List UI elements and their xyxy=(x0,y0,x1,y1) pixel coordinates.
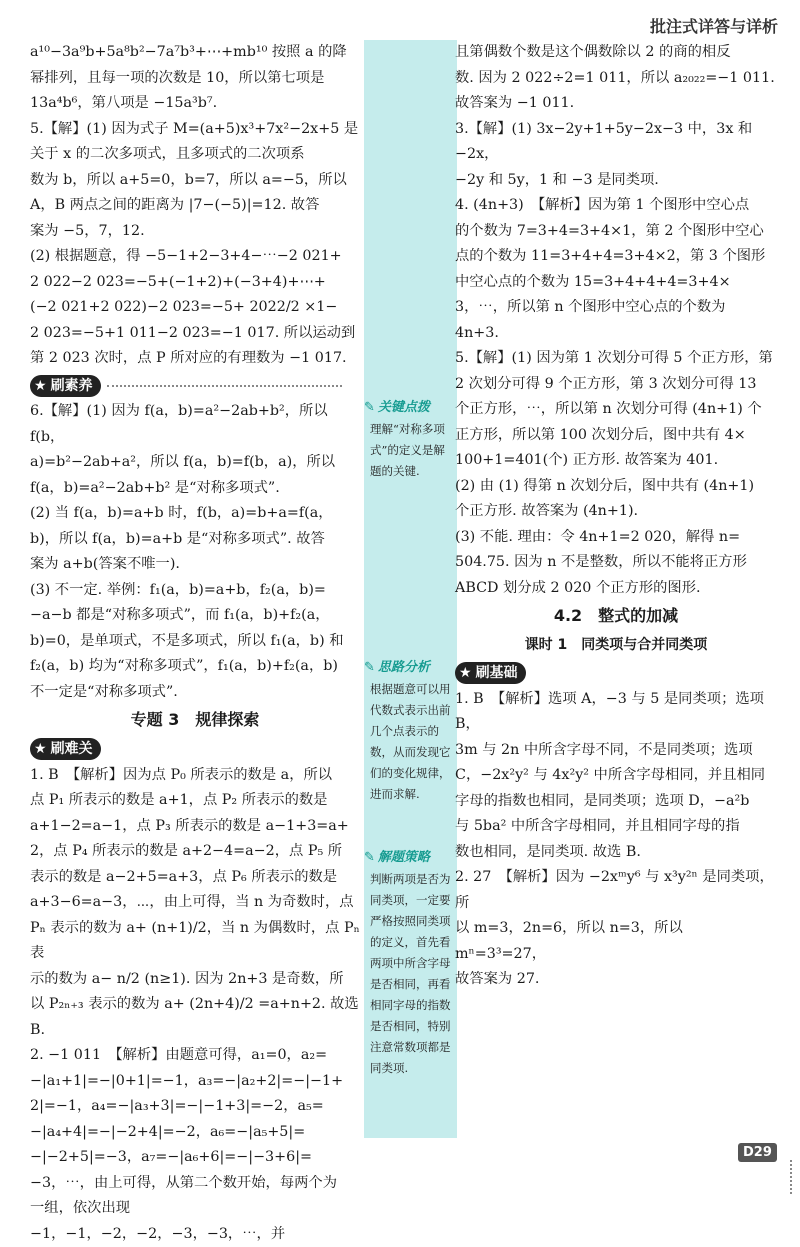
right-column xyxy=(455,40,777,993)
text-line: 13a⁴b⁶，第八项是 −15a³b⁷. xyxy=(30,95,218,111)
answer-2-left xyxy=(30,1043,360,1247)
text-line: (2) 由 (1) 得第 n 次划分后，图中共有 (4n+1) xyxy=(455,477,755,494)
text-line: 数为 b，所以 a+5=0，b=7，所以 a=−5，所以 xyxy=(30,171,347,188)
page-number: D29 xyxy=(738,1143,777,1162)
text-line: a+3−6=a−3，⋯，由上可得，当 n 为奇数时，点 xyxy=(30,894,354,910)
text-line: 案为 a+b(答案不唯一). xyxy=(30,556,180,572)
sidebar-box-analysis xyxy=(364,656,457,805)
answer-6 xyxy=(30,399,360,705)
text-line: 5.【解】(1) 因为式子 M=(a+5)x³+7x²−2x+5 是 xyxy=(30,120,359,137)
text-line: 案为 −5，7，12. xyxy=(30,222,145,239)
text-line: 故答案为 27. xyxy=(455,971,540,987)
badge-row xyxy=(30,372,360,400)
badge-row-2 xyxy=(30,735,360,763)
left-top-lines xyxy=(30,40,360,117)
analysis-text: 根据题意可以用代数式表示出前几个点表示的数，从而发现它们的变化规律，进而求解. xyxy=(370,682,451,801)
text-line: −|−2+5|=−3，a₇=−|a₆+6|=−|−3+6|= xyxy=(30,1149,313,1165)
left-column xyxy=(30,40,360,1247)
answer-5-right xyxy=(455,346,777,601)
badge-shuanan: ★ 刷难关 xyxy=(30,738,101,760)
answer-3-right xyxy=(455,117,777,194)
text-line: 4. (4n+3) 【解析】因为第 1 个图形中空心点 xyxy=(455,197,750,213)
text-line: 以 P₂ₙ₊₃ 表示的数为 a+ (2n+4)/2 =a+n+2. 故选 B. xyxy=(30,996,359,1038)
text-line: 的个数为 7=3+4=3+4×1，第 2 个图形中空心 xyxy=(455,222,764,239)
text-line: 2. −1 011 【解析】由题意可得，a₁=0，a₂= xyxy=(30,1047,328,1063)
answer-5 xyxy=(30,117,360,372)
text-line: b)，所以 f(a，b)=a+b 是“对称多项式”. 故答 xyxy=(30,530,325,547)
text-line: 正方形，所以第 100 次划分后，图中共有 4× xyxy=(455,426,746,443)
text-line: 关于 x 的二次多项式，且多项式的二次项系 xyxy=(30,146,305,162)
text-line: 字母的指数也相同，是同类项；选项 D，−a²b xyxy=(455,792,750,809)
text-line: 表示的数是 a−2+5=a+3，点 P₆ 所表示的数是 xyxy=(30,868,338,885)
edge-dots xyxy=(790,1160,796,1194)
text-line: 点的个数为 11=3+4+4=3+4×2，第 3 个图形 xyxy=(455,248,766,264)
badge-shuajichu: ★ 刷基础 xyxy=(455,662,526,684)
strategy-text: 判断两项是否为同类项，一定要严格按照同类项的定义，首先看两项中所含字母是否相同，再看相同字母的指数是否相同，特别注意常数项都是同类项. xyxy=(370,872,451,1075)
text-line: f(a，b)=a²−2ab+b² 是“对称多项式”. xyxy=(30,479,280,496)
sidebar-box-strategy xyxy=(364,846,457,1079)
text-line: −|a₁+1|=−|0+1|=−1，a₃=−|a₂+2|=−|−1+ xyxy=(30,1072,344,1089)
text-line: A，B 两点之间的距离为 |7−(−5)|=12. 故答 xyxy=(30,197,320,213)
text-line: a+1−2=a−1，点 P₃ 所表示的数是 a−1+3=a+ xyxy=(30,817,349,834)
text-line: 504.75. 因为 n 不是整数，所以不能将正方形 xyxy=(455,554,747,570)
text-line: 故答案为 −1 011. xyxy=(455,95,575,111)
text-line: 数. 因为 2 022÷2=1 011，所以 a₂₀₂₂=−1 011. xyxy=(455,69,775,86)
text-line: (−2 021+2 022)−2 023=−5+ 2022/2 ×1− xyxy=(30,299,338,315)
text-line: a¹⁰−3a⁹b+5a⁸b²−7a⁷b³+⋯+mb¹⁰ 按照 a 的降 xyxy=(30,44,347,60)
text-line: 2 023=−5+1 011−2 023=−1 017. 所以运动到 xyxy=(30,324,356,341)
annotation-sidebar xyxy=(364,40,457,1138)
answer-1-right xyxy=(455,687,777,866)
text-line: 100+1=401(个) 正方形. 故答案为 401. xyxy=(455,452,719,468)
text-line: 1. B 【解析】因为点 P₀ 所表示的数是 a，所以 xyxy=(30,766,333,783)
text-line: 5.【解】(1) 因为第 1 次划分可得 5 个正方形，第 xyxy=(455,350,773,366)
text-line: 点 P₁ 所表示的数是 a+1，点 P₂ 所表示的数是 xyxy=(30,792,328,808)
right-top-lines xyxy=(455,40,777,117)
text-line: 3m 与 2n 中所含字母不同，不是同类项；选项 xyxy=(455,741,753,758)
text-line: 数也相同，是同类项. 故选 B. xyxy=(455,843,641,860)
text-line: 与 5ba² 中所含字母相同，并且相同字母的指 xyxy=(455,818,740,834)
text-line: ABCD 划分成 2 020 个正方形的图形. xyxy=(455,579,701,596)
text-line: C，−2x²y² 与 4x²y² 中所含字母相同，并且相同 xyxy=(455,767,766,783)
text-line: 一组，依次出现 −1，−1，−2，−2，−3，−3，⋯，并 xyxy=(30,1200,286,1242)
text-line: 3.【解】(1) 3x−2y+1+5y−2x−3 中，3x 和 −2x， xyxy=(455,120,753,162)
text-line: 第 2 023 次时，点 P 所对应的有理数为 −1 017. xyxy=(30,350,347,366)
text-line: 中空心点的个数为 15=3+4+4+4=3+4× xyxy=(455,273,731,290)
analysis-title: ✎ 思路分析 xyxy=(364,656,430,675)
text-line: 个正方形. 故答案为 (4n+1). xyxy=(455,503,639,519)
text-line: −2y 和 5y，1 和 −3 是同类项. xyxy=(455,171,659,188)
sidebar-box-key-points xyxy=(364,396,457,482)
dotted-divider xyxy=(107,385,342,387)
text-line: 2 次划分可得 9 个正方形，第 3 次划分可得 13 xyxy=(455,375,757,392)
lesson-title: 课时 1 同类项与合并同类项 xyxy=(524,637,708,653)
text-line: (2) 根据题意，得 −5−1+2−3+4−⋯−2 021+ xyxy=(30,248,342,264)
text-line: 且第偶数个数是这个偶数除以 2 的商的相反 xyxy=(455,44,731,60)
text-line: −a−b 都是“对称多项式”，而 f₁(a，b)+f₂(a， xyxy=(30,607,330,623)
section-title: 4.2 整式的加减 xyxy=(553,606,679,625)
text-line: (2) 当 f(a，b)=a+b 时，f(b，a)=b+a=f(a， xyxy=(30,505,333,521)
badge-row-3 xyxy=(455,659,777,687)
text-line: 幂排列，且每一项的次数是 10，所以第七项是 xyxy=(30,69,325,86)
text-line: 以 m=3，2n=6，所以 n=3，所以 mⁿ=3³=27， xyxy=(455,920,683,962)
text-line: 6.【解】(1) 因为 f(a，b)=a²−2ab+b²，所以 f(b， xyxy=(30,403,328,445)
text-line: 个正方形，⋯，所以第 n 次划分可得 (4n+1) 个 xyxy=(455,401,762,417)
text-line: 2 022−2 023=−5+(−1+2)+(−3+4)+⋯+ xyxy=(30,273,326,290)
text-line: 2. 27 【解析】因为 −2xᵐy⁶ 与 x³y²ⁿ 是同类项，所 xyxy=(455,869,774,911)
text-line: 2|=−1，a₄=−|a₃+3|=−|−1+3|=−2，a₅= xyxy=(30,1098,324,1114)
text-line: 不一定是“对称多项式”. xyxy=(30,683,178,700)
text-line: a)=b²−2ab+a²，所以 f(a，b)=f(b，a)，所以 xyxy=(30,454,336,470)
strategy-title: ✎ 解题策略 xyxy=(364,846,430,865)
text-line: (3) 不能. 理由：令 4n+1=2 020，解得 n= xyxy=(455,528,741,545)
text-line: f₂(a，b) 均为“对称多项式”，f₁(a，b)+f₂(a，b) xyxy=(30,658,338,674)
text-line: −|a₄+4|=−|−2+4|=−2，a₆=−|a₅+5|= xyxy=(30,1123,306,1140)
answer-4-right xyxy=(455,193,777,346)
text-line: Pₙ 表示的数为 a+ (n+1)/2，当 n 为偶数时，点 Pₙ 表 xyxy=(30,919,360,961)
text-line: 4n+3. xyxy=(455,324,499,341)
key-points-text: 理解“对称多项式”的定义是解题的关键. xyxy=(370,422,445,478)
badge-shuasuyang: ★ 刷素养 xyxy=(30,375,101,397)
topic-title: 专题 3 规律探索 xyxy=(130,710,260,729)
text-line: 示的数为 a− n/2 (n≥1). 因为 2n+3 是奇数，所 xyxy=(30,970,344,987)
text-line: 3，⋯，所以第 n 个图形中空心点的个数为 xyxy=(455,299,726,315)
text-line: (3) 不一定. 举例：f₁(a，b)=a+b，f₂(a，b)= xyxy=(30,581,326,598)
text-line: b)=0，是单项式，不是多项式，所以 f₁(a，b) 和 xyxy=(30,632,344,649)
answer-2-right xyxy=(455,865,777,993)
page-header: 批注式详答与详析 xyxy=(649,17,778,36)
text-line: −3，⋯，由上可得，从第二个数开始，每两个为 xyxy=(30,1174,338,1191)
text-line: 2，点 P₄ 所表示的数是 a+2−4=a−2，点 P₅ 所 xyxy=(30,843,343,859)
text-line: 1. B 【解析】选项 A，−3 与 5 是同类项；选项 B， xyxy=(455,690,764,732)
answer-1-left xyxy=(30,763,360,1044)
key-points-title: ✎ 关键点拨 xyxy=(364,396,430,415)
